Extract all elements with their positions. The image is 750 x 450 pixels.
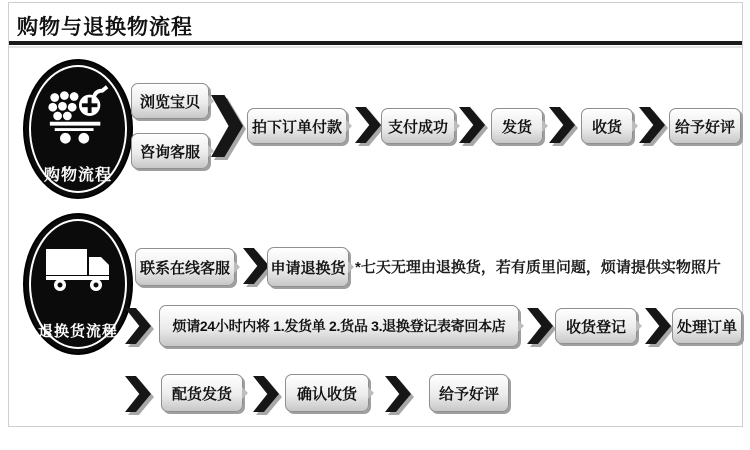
badge-returns — [23, 213, 133, 355]
step-pay: 支付成功 — [381, 108, 455, 144]
step-receive: 收货 — [581, 108, 633, 144]
chevron-icon — [639, 107, 665, 143]
step-apply: 申请退换货 — [267, 247, 349, 287]
step-consult: 咨询客服 — [131, 133, 209, 169]
step-process: 处理订单 — [672, 308, 742, 344]
step-contact: 联系在线客服 — [135, 248, 235, 286]
title-underline-light — [9, 46, 742, 48]
step-order: 拍下订单付款 — [247, 108, 347, 144]
badge-shopping — [23, 59, 133, 199]
step-browse: 浏览宝贝 — [131, 83, 209, 119]
chevron-icon — [243, 248, 269, 284]
step-ship: 发货 — [491, 108, 543, 144]
returns-note: *七天无理由退换货，若有质里问题，烦请提供实物照片 — [355, 259, 721, 276]
title-underline — [9, 41, 742, 45]
page-title: 购物与退换物流程 — [17, 16, 193, 39]
step-register: 收货登记 — [555, 308, 637, 344]
chevron-icon — [549, 107, 575, 143]
step-praise-final: 给予好评 — [429, 374, 509, 412]
badge-shopping-label: 购物流程 — [43, 167, 112, 184]
chevron-icon — [125, 376, 151, 412]
step-confirm: 确认收货 — [285, 374, 369, 412]
chevron-icon — [459, 107, 485, 143]
chevron-icon — [527, 308, 553, 344]
step-dispatch: 配货发货 — [161, 374, 243, 412]
truck-icon — [43, 243, 113, 295]
badge-returns-label: 退换货流程 — [37, 323, 118, 340]
chevron-icon — [355, 107, 381, 143]
step-praise: 给予好评 — [669, 108, 741, 144]
chevron-icon — [645, 308, 671, 344]
chevron-icon — [385, 376, 411, 412]
chevron-icon — [125, 308, 151, 344]
chevron-icon — [253, 376, 279, 412]
cart-icon — [45, 83, 111, 145]
chevron-icon — [211, 95, 243, 157]
step-mailback: 烦请24小时内将 1.发货单 2.货品 3.退换登记表寄回本店 — [159, 305, 519, 347]
panel-border — [8, 2, 743, 427]
